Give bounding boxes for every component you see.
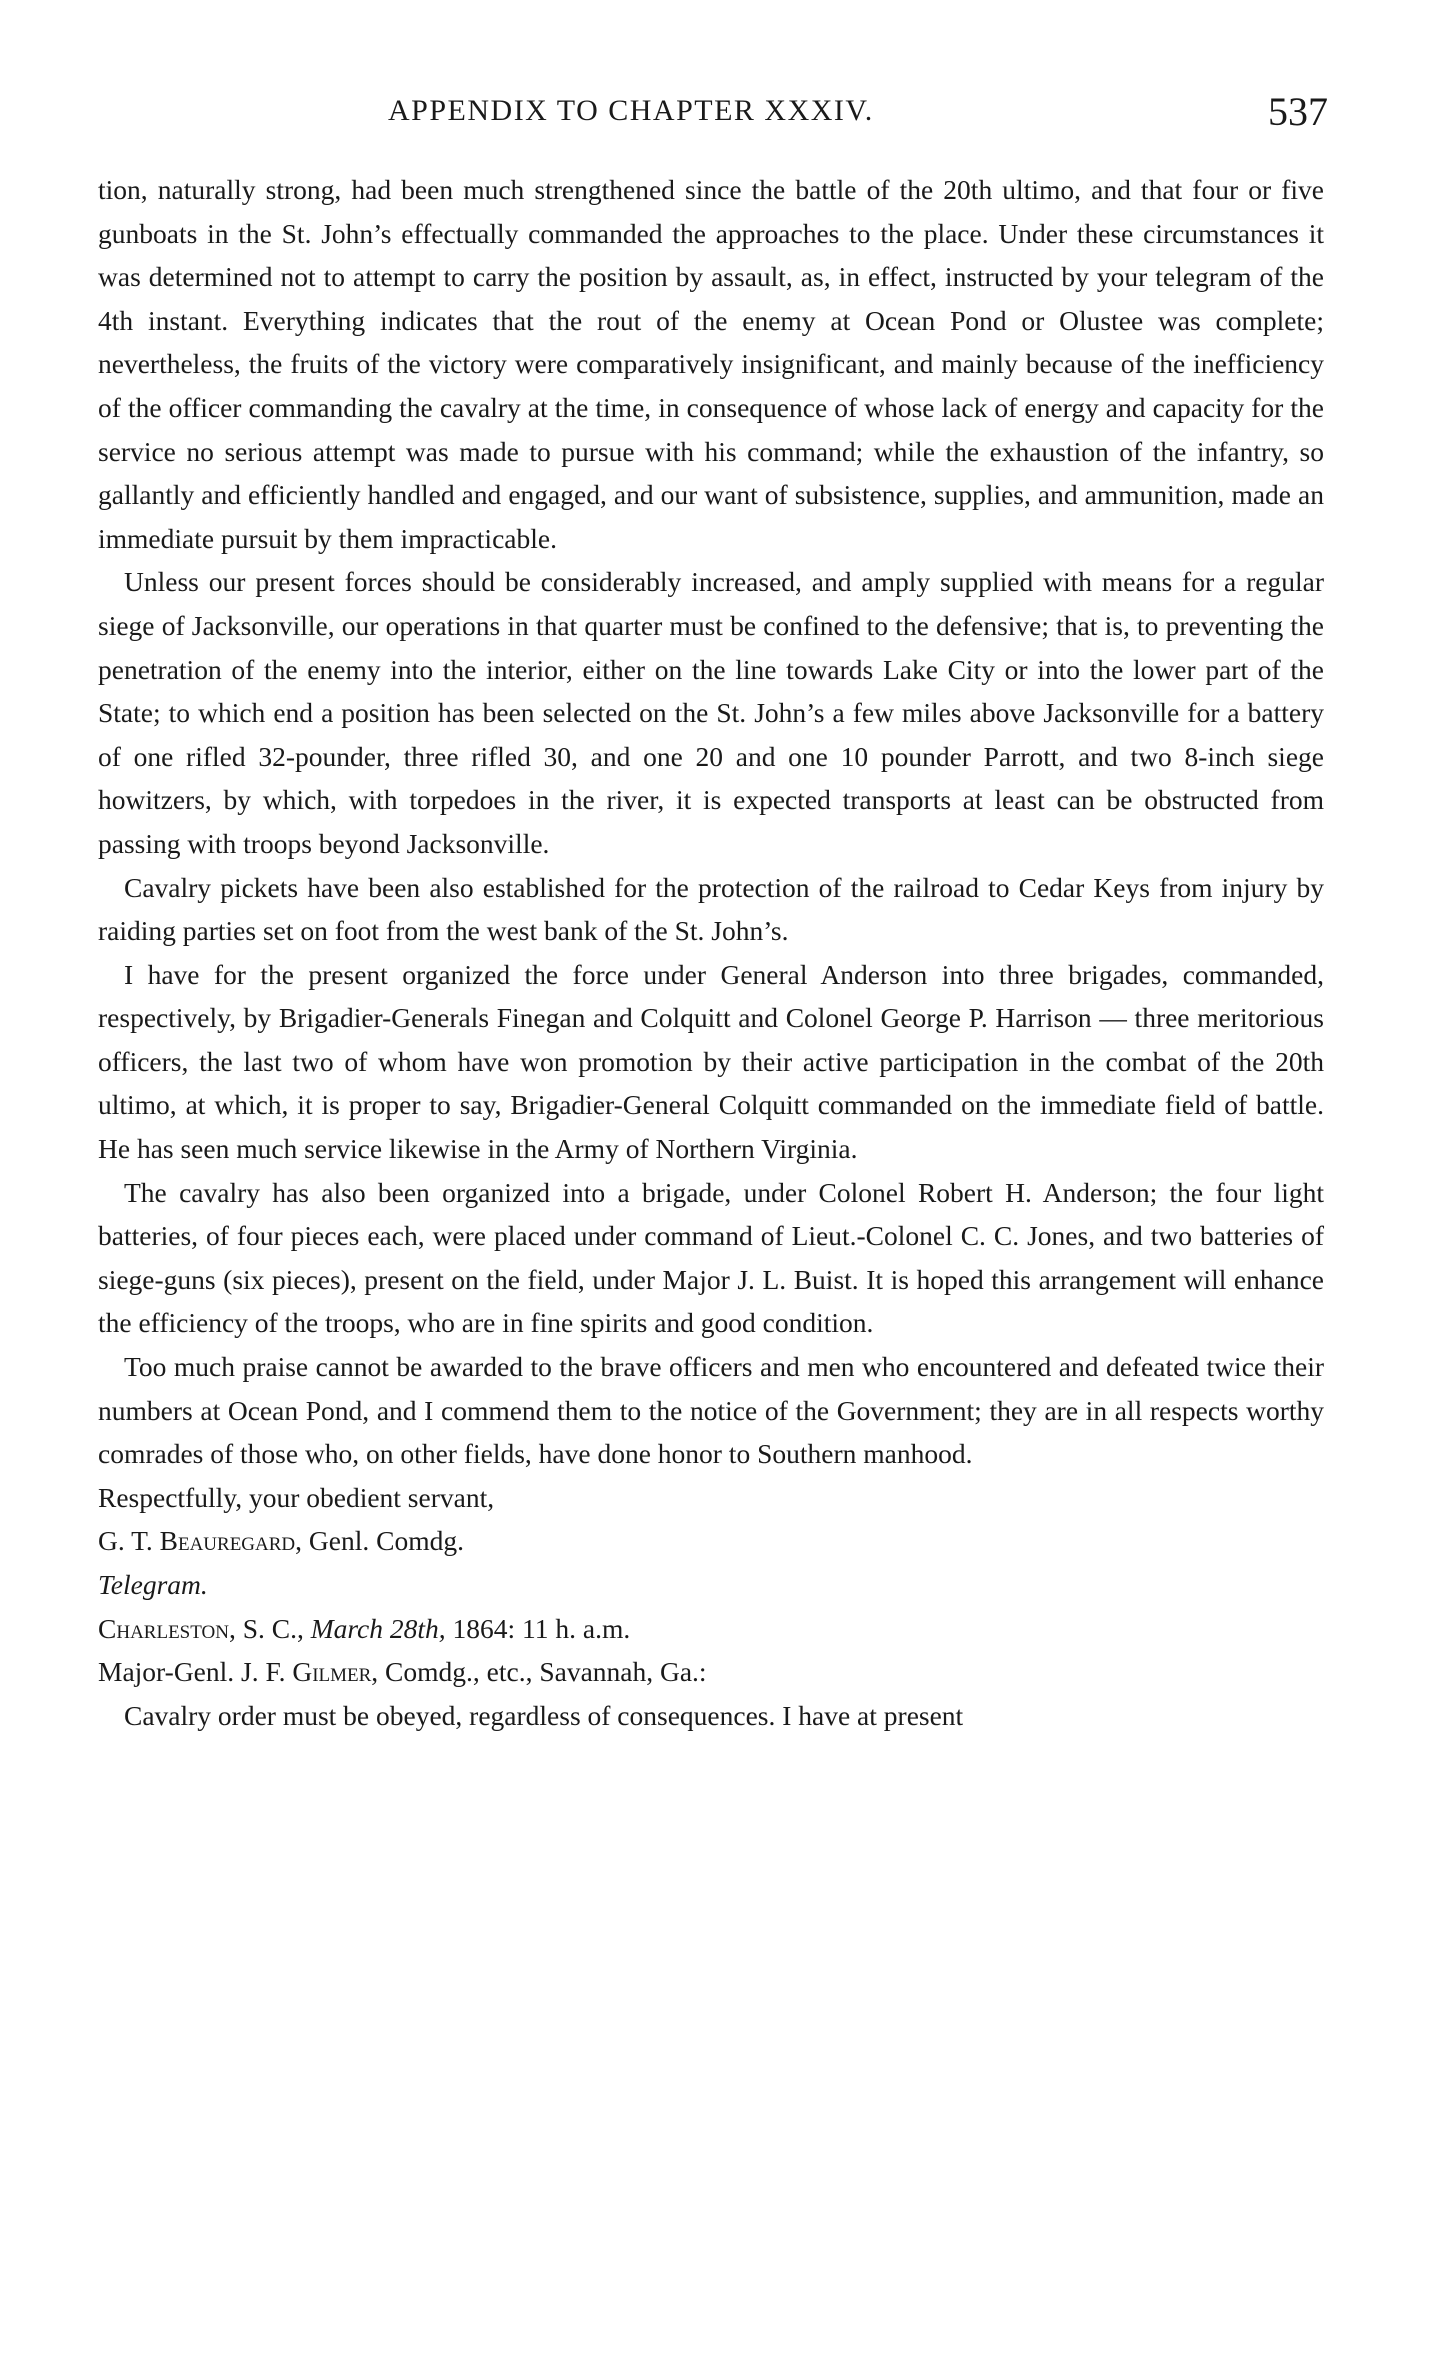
telegram-body: Cavalry order must be obeyed, regardless of consequences. I have at present (124, 1699, 964, 1731)
telegram-place: Charleston (98, 1612, 229, 1644)
telegram-label: Telegram. (98, 1569, 208, 1600)
paragraph: tion, naturally strong, had been much strengthened since the battle of the 20th ultimo, and that four or five gunboats in the St. John’s effectually commanded the approaches to the place. Under these circumstances it was determined not to attempt to carry the position by assault, as, in effect, instructed by your telegram of the 4th instant. Everything indicates that the rout of the enemy at Ocean Pond or Olustee was complete; nevertheless, the fruits of the victory were comparatively insignificant, and mainly because of the inefficiency of the officer commanding the cavalry at the time, in consequence of whose lack of energy and capacity for the service no serious attempt was made to pursue with his command; while the exhaustion of the infantry, so gallantly and efficiently handled and engaged, and our want of subsistence, supplies, and ammunition, made an immediate pursuit by them impracticable. (98, 174, 1324, 554)
signature-initials: G. T. (98, 1525, 153, 1557)
telegram-state: , S. C., (228, 1612, 311, 1644)
page-body (98, 168, 1324, 1737)
paragraph: I have for the present organized the force under General Anderson into three brigades, commanded, respectively, by Brigadier-Generals Finegan and Colquitt and Colonel George P. Harrison — three meritorious officers, the last two of whom have won promotion by their active participation in the combat of the 20th ultimo, at which, it is proper to say, Brigadier-General Colquitt commanded on the immediate field of battle. He has seen much service likewise in the Army of Northern Virginia. (98, 958, 1324, 1165)
closing-line: Respectfully, your obedient servant, (98, 1481, 495, 1513)
telegram-date: March 28th, (310, 1612, 446, 1644)
paragraph: The cavalry has also been organized into a brigade, under Colonel Robert H. Anderson; the four light batteries, of four pieces each, were placed under command of Lieut.-Colonel C. C. Jones, and two batteries of siege-guns (six pieces), present on the field, under Major J. L. Buist. It is hoped this arrangement will enhance the efficiency of the troops, who are in fine spirits and good condition. (98, 1176, 1324, 1339)
signature (98, 1519, 1324, 1563)
telegram-dateline (98, 1607, 1324, 1651)
addressee-rank: Major-Genl. J. F. (98, 1656, 293, 1688)
addressee-rest: , Comdg., etc., Savannah, Ga.: (371, 1656, 707, 1688)
telegram-time: 1864: 11 h. a.m. (445, 1612, 631, 1644)
addressee-name: Gilmer (292, 1656, 372, 1688)
paragraph: Cavalry pickets have been also established for the protection of the railroad to Cedar Keys from injury by raiding parties set on foot from the west bank of the St. John’s. (98, 871, 1324, 947)
running-head: APPENDIX TO CHAPTER XXXIV. (388, 94, 874, 127)
signature-name: Beauregard (159, 1525, 296, 1557)
telegram-addressee (98, 1650, 1324, 1694)
signature-title: , Genl. Comdg. (295, 1525, 464, 1557)
page-header (98, 88, 1328, 148)
page-number: 537 (1268, 89, 1328, 134)
paragraph: Too much praise cannot be awarded to the brave officers and men who encountered and defeated twice their numbers at Ocean Pond, and I commend them to the notice of the Government; they are in all respects worthy comrades of those who, on other fields, have done honor to Southern manhood. (98, 1351, 1324, 1470)
paragraph: Unless our present forces should be considerably increased, and amply supplied with means for a regular siege of Jacksonville, our operations in that quarter must be confined to the defensive; that is, to preventing the penetration of the enemy into the interior, either on the line towards Lake City or into the lower part of the State; to which end a position has been selected on the St. John’s a few miles above Jacksonville for a battery of one rifled 32-pounder, three rifled 30, and one 20 and one 10 pounder Parrott, and two 8-inch siege howitzers, by which, with torpedoes in the river, it is expected transports at least can be obstructed from passing with troops beyond Jacksonville. (98, 566, 1324, 859)
